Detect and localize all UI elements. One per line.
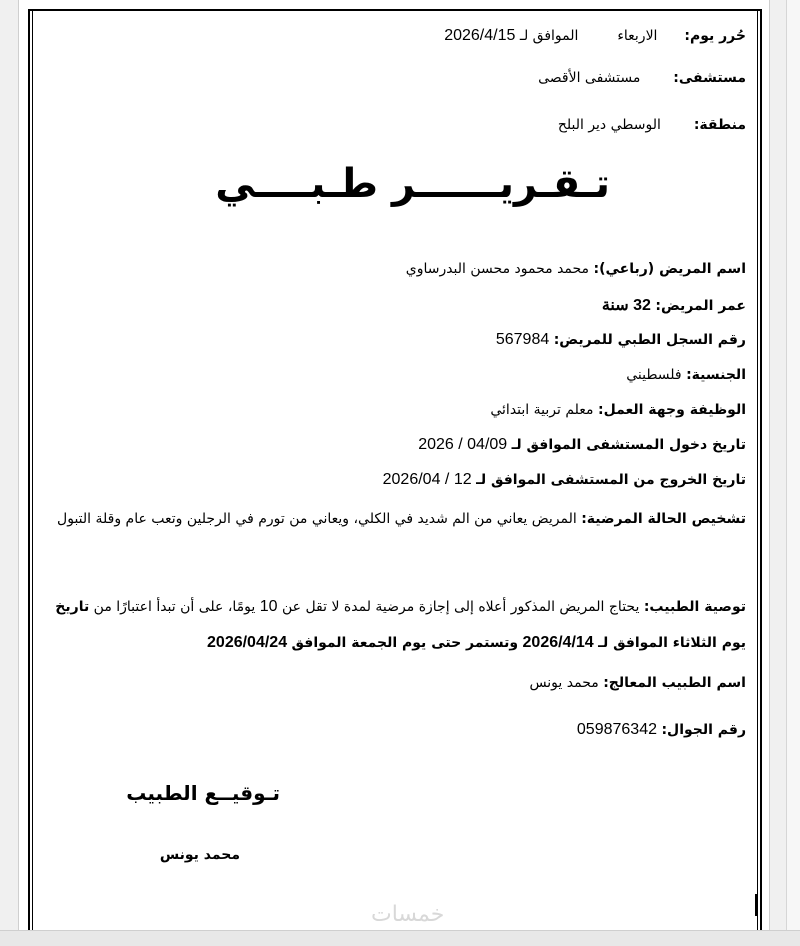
nationality: فلسطيني [626,367,682,383]
border-inner-right [757,11,758,932]
recommendation-until-label: وتستمر حتى يوم الجمعة الموافق [291,635,519,651]
diagnosis-paragraph [46,501,746,537]
phone-label: رقم الجوال: [661,722,746,738]
recommendation-from-date: 2026/4/14 [522,634,594,651]
patient-age-label: عمر المريض: [655,298,746,314]
recommendation-until-date: 2026/04/24 [207,634,288,651]
job: معلم تربية ابتدائي [490,402,594,418]
admission-date: 04/09 / 2026 [418,436,508,453]
issued-corresponding: الموافق لـ [519,28,579,44]
issued-line [444,27,746,45]
text-cursor [755,894,757,916]
page-border [28,9,762,932]
nationality-line [626,367,746,383]
report-title: تـقـريــــــر طـبــــي [215,161,610,207]
phone-number: 059876342 [576,721,657,738]
patient-name-label: اسم المريض (رباعي): [593,261,746,277]
admission-label: تاريخ دخول المستشفى الموافق لـ [511,437,746,453]
recommendation-paragraph [46,589,746,661]
phone-line [577,721,746,739]
patient-name: محمد محمود محسن البدرساوي [405,261,590,277]
doctor-name: محمد يونس [529,675,599,691]
status-bar [0,930,800,946]
record-line [496,331,746,349]
recommendation-from-label: تاريخ يوم الثلاثاء الموافق لـ [55,599,746,651]
signature-title: تـوقيــع الطبيب [126,781,280,805]
doctor-label: اسم الطبيب المعالج: [603,675,746,691]
doctor-line [529,675,746,691]
region-name: الوسطي دير البلح [557,117,661,133]
discharge-line [383,471,746,489]
job-line [490,402,746,418]
recommendation-text1: يحتاج المريض المذكور أعلاه إلى إجازة مرضية لمدة لا تقل عن [281,599,640,615]
region-line [558,117,746,133]
record-label: رقم السجل الطبي للمريض: [553,332,746,348]
record-number: 567984 [495,331,550,348]
diagnosis-text: المريض يعاني من الم شديد في الكلي، ويعاني من تورم في الرجلين وتعب عام وقلة التبول [57,511,577,527]
admission-line [418,436,746,454]
patient-name-line [406,261,746,277]
patient-age-line [602,295,746,315]
issued-label: حُرر يوم: [684,28,746,44]
nationality-label: الجنسية: [686,367,746,383]
border-inner-left [32,11,33,932]
region-label: منطقة: [693,117,746,133]
vertical-scrollbar[interactable] [786,0,800,930]
issued-date: 2026/4/15 [444,27,516,44]
issued-day: الاربعاء [617,28,658,44]
watermark: خمسات [371,902,445,927]
hospital-line [538,70,746,86]
discharge-date: 12 / 2026/04 [382,471,472,488]
patient-age: 32 سنة [601,297,651,314]
discharge-label: تاريخ الخروج من المستشفى الموافق لـ [476,472,746,488]
signature-name: محمد يونس [159,847,240,863]
diagnosis-label: تشخيص الحالة المرضية: [581,511,746,527]
job-label: الوظيفة وجهة العمل: [597,402,746,418]
recommendation-label: توصية الطبيب: [643,599,746,615]
hospital-label: مستشفى: [673,70,746,86]
recommendation-days: 10 [259,598,278,615]
recommendation-text2: يومًا، على أن تبدأ اعتبارًا من [93,599,256,615]
document-page [18,0,770,930]
hospital-name: مستشفى الأقصى [538,70,641,86]
